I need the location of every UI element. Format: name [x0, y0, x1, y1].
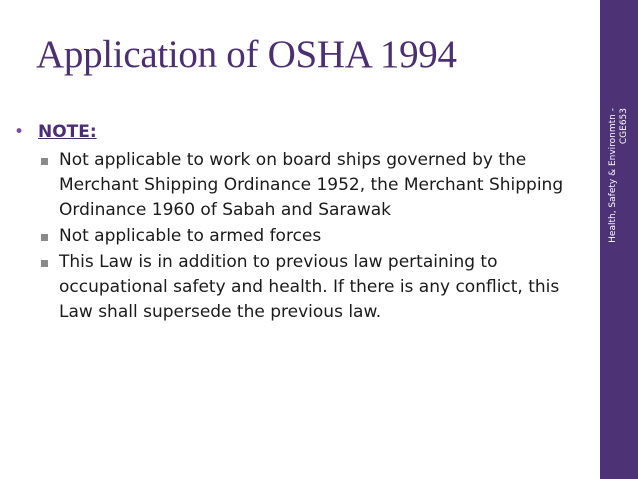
list-item	[14, 250, 594, 325]
square-bullet-icon	[41, 158, 48, 165]
slide-title: Application of OSHA 1994	[36, 33, 457, 76]
note-label: NOTE:	[38, 122, 97, 142]
course-code: CGE653	[619, 108, 629, 145]
list-item-text: Not applicable to work on board ships governed by the Merchant Shipping Ordinance 1952, the Merchant Shipping Ordinance 1960 of Sabah and Sarawak	[59, 150, 564, 220]
slide-content	[14, 117, 594, 325]
list-item-text: This Law is in addition to previous law pertaining to occupational safety and health. If there is any conflict, this Law shall supersede the previous law.	[59, 252, 560, 322]
course-footer-line: Health, Safety & Environmtn -	[608, 108, 618, 243]
course-footer	[608, 108, 630, 368]
square-bullet-icon	[41, 234, 48, 241]
sidebar-band	[600, 0, 638, 479]
note-bullet-item	[14, 117, 594, 147]
list-item	[14, 148, 594, 223]
square-bullet-icon	[41, 260, 48, 267]
bullet-dot-icon: •	[14, 122, 25, 142]
list-item	[14, 224, 594, 249]
list-item-text: Not applicable to armed forces	[59, 226, 322, 246]
bullet-list	[14, 148, 594, 325]
